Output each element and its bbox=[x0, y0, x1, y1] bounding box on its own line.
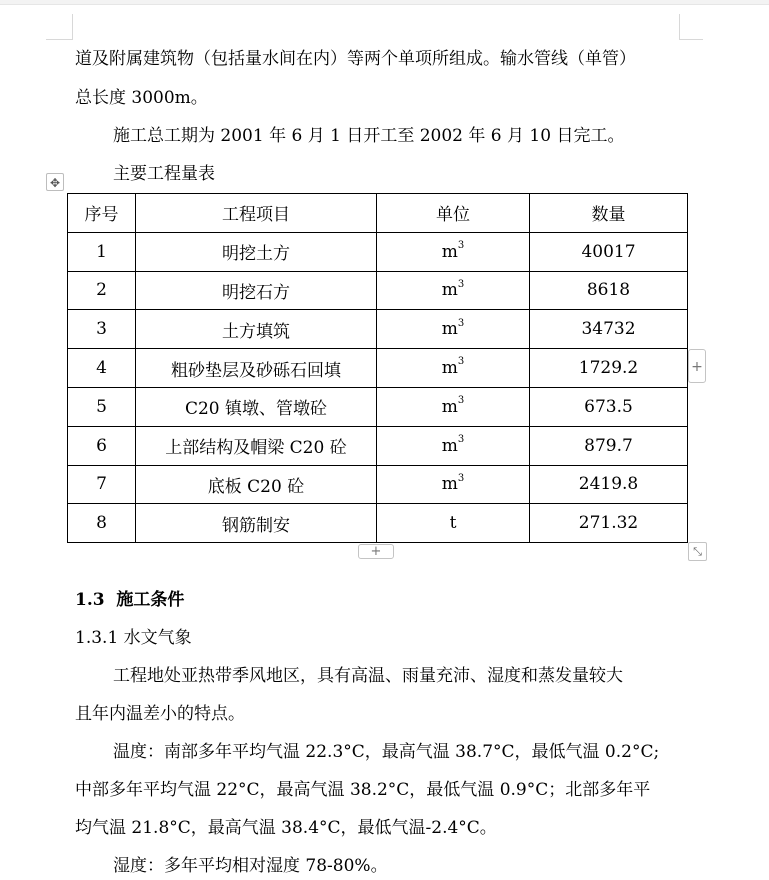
header-no: 序号 bbox=[68, 194, 136, 233]
table-row bbox=[68, 310, 688, 349]
cell-qty: 1729.2 bbox=[530, 349, 688, 388]
section-heading bbox=[75, 590, 695, 610]
cell-qty: 34732 bbox=[530, 310, 688, 349]
table-move-icon[interactable]: ✥ bbox=[46, 173, 64, 191]
table-row bbox=[68, 349, 688, 388]
cell-no: 1 bbox=[68, 232, 136, 271]
cell-item: 钢筋制安 bbox=[136, 504, 377, 543]
editor-top-bar bbox=[0, 0, 769, 5]
section-title: 施工条件 bbox=[116, 590, 185, 610]
add-row-button[interactable] bbox=[358, 544, 394, 559]
cell-qty: 2419.8 bbox=[530, 465, 688, 504]
plus-icon: + bbox=[691, 359, 703, 375]
cell-item: 明挖石方 bbox=[136, 271, 377, 310]
cell-unit: $m^3$ bbox=[377, 310, 530, 349]
section-number: 1.3 bbox=[75, 590, 105, 610]
cell-unit: $m^3$ bbox=[377, 465, 530, 504]
paragraph-construction-period: 施工总工期为 2001 年 6 月 1 日开工至 2002 年 6 月 10 日完工。 bbox=[113, 126, 625, 146]
header-unit: 单位 bbox=[377, 194, 530, 233]
cell-no: 6 bbox=[68, 426, 136, 465]
cell-item: 明挖土方 bbox=[136, 232, 377, 271]
table-resize-icon[interactable]: ⤡ bbox=[688, 542, 707, 561]
cell-no: 4 bbox=[68, 349, 136, 388]
paragraph-line: 总长度 3000m。 bbox=[75, 88, 208, 108]
cell-no: 2 bbox=[68, 271, 136, 310]
page-corner-mark-left-vertical bbox=[72, 14, 73, 40]
cell-unit: $m^3$ bbox=[377, 426, 530, 465]
page-corner-mark-right-vertical bbox=[679, 14, 680, 40]
paragraph-line: 且年内温差小的特点。 bbox=[75, 704, 245, 724]
header-qty: 数量 bbox=[530, 194, 688, 233]
cell-item: C20 镇墩、管墩砼 bbox=[136, 387, 377, 426]
cell-qty: 673.5 bbox=[530, 387, 688, 426]
table-row bbox=[68, 504, 688, 543]
table-row bbox=[68, 271, 688, 310]
cell-no: 8 bbox=[68, 504, 136, 543]
paragraph-line: 温度：南部多年平均气温 22.3°C，最高气温 38.7°C，最低气温 0.2°C; bbox=[113, 742, 660, 762]
cell-item: 底板 C20 砼 bbox=[136, 465, 377, 504]
table-row bbox=[68, 387, 688, 426]
cell-qty: 879.7 bbox=[530, 426, 688, 465]
plus-icon: + bbox=[370, 544, 382, 559]
header-item: 工程项目 bbox=[136, 194, 377, 233]
paragraph-line: 工程地处亚热带季风地区，具有高温、雨量充沛、湿度和蒸发量较大 bbox=[113, 666, 623, 686]
cell-item: 土方填筑 bbox=[136, 310, 377, 349]
cell-no: 7 bbox=[68, 465, 136, 504]
cell-item: 上部结构及帽梁 C20 砼 bbox=[136, 426, 377, 465]
cell-no: 5 bbox=[68, 387, 136, 426]
cell-unit: t bbox=[377, 504, 530, 543]
cell-qty: 8618 bbox=[530, 271, 688, 310]
paragraph-line: 湿度：多年平均相对湿度 78-80%。 bbox=[113, 856, 388, 876]
page-corner-mark-right-horizontal bbox=[679, 39, 703, 40]
table-caption: 主要工程量表 bbox=[113, 164, 215, 184]
cell-no: 3 bbox=[68, 310, 136, 349]
page-corner-mark-left-horizontal bbox=[46, 39, 73, 40]
table-header-row bbox=[68, 194, 688, 233]
cell-unit: $m^3$ bbox=[377, 349, 530, 388]
cell-unit: $m^3$ bbox=[377, 271, 530, 310]
cell-qty: 40017 bbox=[530, 232, 688, 271]
paragraph-line: 中部多年平均气温 22°C，最高气温 38.2°C，最低气温 0.9°C；北部多年平 bbox=[75, 780, 651, 800]
table-row bbox=[68, 465, 688, 504]
cell-item: 粗砂垫层及砂砾石回填 bbox=[136, 349, 377, 388]
add-column-button[interactable] bbox=[688, 349, 706, 383]
cell-qty: 271.32 bbox=[530, 504, 688, 543]
table-row bbox=[68, 232, 688, 271]
table-row bbox=[68, 426, 688, 465]
cell-unit: $m^3$ bbox=[377, 232, 530, 271]
quantity-table bbox=[67, 193, 688, 543]
subsection-heading: 1.3.1 水文气象 bbox=[75, 628, 192, 648]
cell-unit: $m^3$ bbox=[377, 387, 530, 426]
paragraph-line: 道及附属建筑物（包括量水间在内）等两个单项所组成。输水管线（单管） bbox=[75, 49, 636, 69]
paragraph-line: 均气温 21.8°C，最高气温 38.4°C，最低气温-2.4°C。 bbox=[75, 818, 497, 838]
